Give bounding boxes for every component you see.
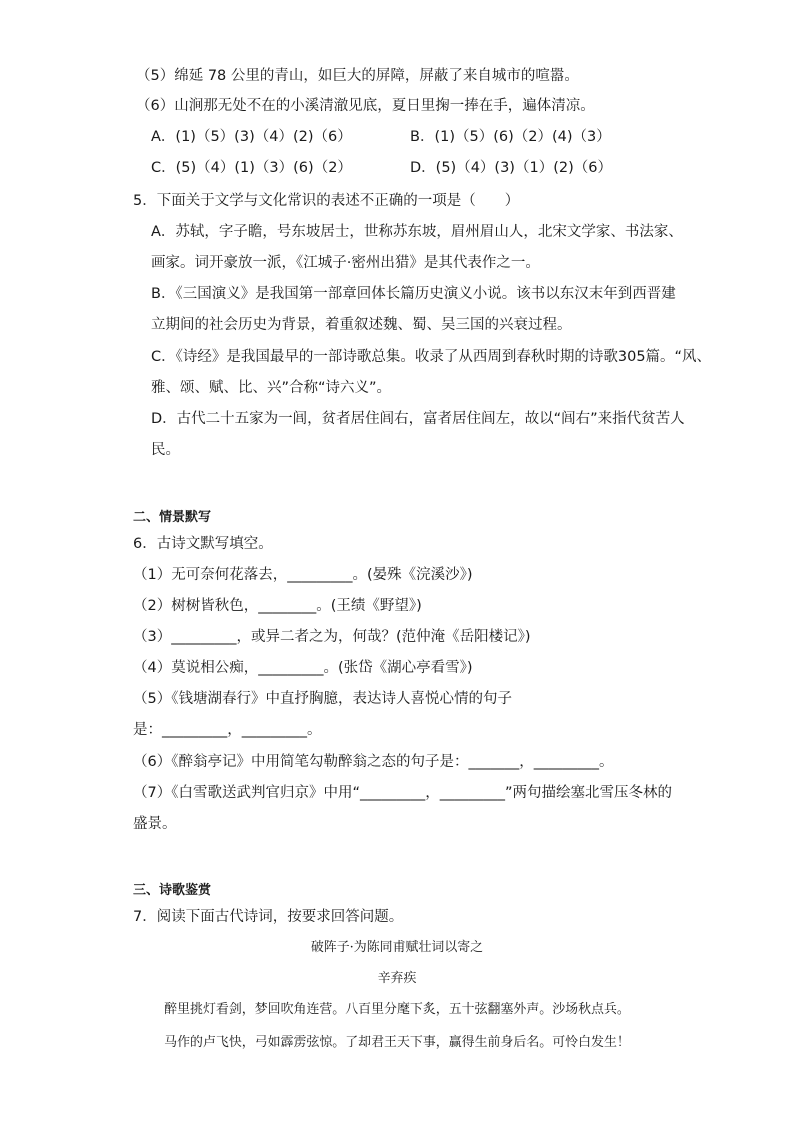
poem-line-1: 醉里挑灯看剑，梦回吹角连营。八百里分麾下炙，五十弦翻塞外声。沙场秋点兵。 bbox=[164, 1002, 630, 1017]
q6-line-4: （4）莫说相公痴，_________。(张岱《湖心亭看雪》) bbox=[133, 660, 473, 676]
q5-option-c-line2: 雅、颂、赋、比、兴”合称“诗六义”。 bbox=[151, 380, 392, 396]
q5-option-c-line1: C．《诗经》是我国最早的一部诗歌总集。收录了从西周到春秋时期的诗歌305篇。“风、 bbox=[151, 349, 712, 365]
q4-option-d: D．(5)（4）(3)（1）(2)（6） bbox=[410, 160, 612, 176]
q6-line-5b: 是：_________，_________。 bbox=[133, 722, 322, 738]
q6-line-1: （1）无可奈何花落去，_________。(晏殊《浣溪沙》) bbox=[133, 567, 473, 583]
q6-line-5a: （5）《钱塘湖春行》中直抒胸臆，表达诗人喜悦心情的句子 bbox=[133, 691, 512, 707]
poem-author: 辛弃疾 bbox=[377, 971, 417, 986]
q5-option-d-line1: D．古代二十五家为一闾，贫者居住闾右，富者居住闾左，故以“闾右”来指代贫苦人 bbox=[151, 411, 685, 427]
q4-option-b: B．(1)（5）(6)（2）(4)（3） bbox=[410, 129, 611, 145]
q6-line-7a: （7）《白雪歌送武判官归京》中用“_________，_________”两句描绘塞北雪压冬林的 bbox=[133, 785, 672, 801]
section-heading-poetry: 三、诗歌鉴赏 bbox=[133, 883, 212, 898]
q6-stem: 6．古诗文默写填空。 bbox=[133, 536, 273, 552]
q5-option-b-line2: 立期间的社会历史为背景，着重叙述魏、蜀、吴三国的兴衰过程。 bbox=[151, 317, 572, 333]
q5-option-b-line1: B．《三国演义》是我国第一部章回体长篇历史演义小说。该书以东汉末年到西晋建 bbox=[151, 286, 676, 302]
q6-line-2: （2）树树皆秋色，________。(王绩《野望》) bbox=[133, 598, 422, 614]
poem-line-2: 马作的卢飞快，弓如霹雳弦惊。了却君王天下事，赢得生前身后名。可怜白发生！ bbox=[164, 1035, 630, 1050]
q4-item-6: （6）山涧那无处不在的小溪清澈见底，夏日里掬一捧在手，遍体清凉。 bbox=[136, 98, 595, 114]
q4-item-5: （5）绵延 78 公里的青山，如巨大的屏障，屏蔽了来自城市的喧嚣。 bbox=[136, 68, 579, 84]
q6-line-3: （3）_________，或异二者之为，何哉？(范仲淹《岳阳楼记》) bbox=[133, 629, 531, 645]
q5-option-a-line1: A．苏轼，字子瞻，号东坡居士，世称苏东坡，眉州眉山人，北宋文学家、书法家、 bbox=[151, 224, 683, 240]
q6-line-7b: 盛景。 bbox=[133, 816, 177, 832]
q5-stem: 5．下面关于文学与文化常识的表述不正确的一项是（ ） bbox=[133, 193, 520, 209]
q5-option-a-line2: 画家。词开豪放一派，《江城子·密州出猎》是其代表作之一。 bbox=[151, 255, 540, 271]
q4-option-a: A．(1)（5）(3)（4）(2)（6） bbox=[151, 129, 352, 145]
q7-stem: 7．阅读下面古代诗词，按要求回答问题。 bbox=[133, 909, 404, 925]
poem-title: 破阵子·为陈同甫赋壮词以寄之 bbox=[310, 940, 484, 955]
q4-option-c: C．(5)（4）(1)（3）(6)（2） bbox=[151, 160, 352, 176]
q6-line-6: （6）《醉翁亭记》中用简笔勾勒醉翁之态的句子是：_______，_________。 bbox=[133, 754, 614, 770]
section-heading-recitation: 二、情景默写 bbox=[133, 510, 212, 525]
q5-option-d-line2: 民。 bbox=[151, 442, 180, 458]
